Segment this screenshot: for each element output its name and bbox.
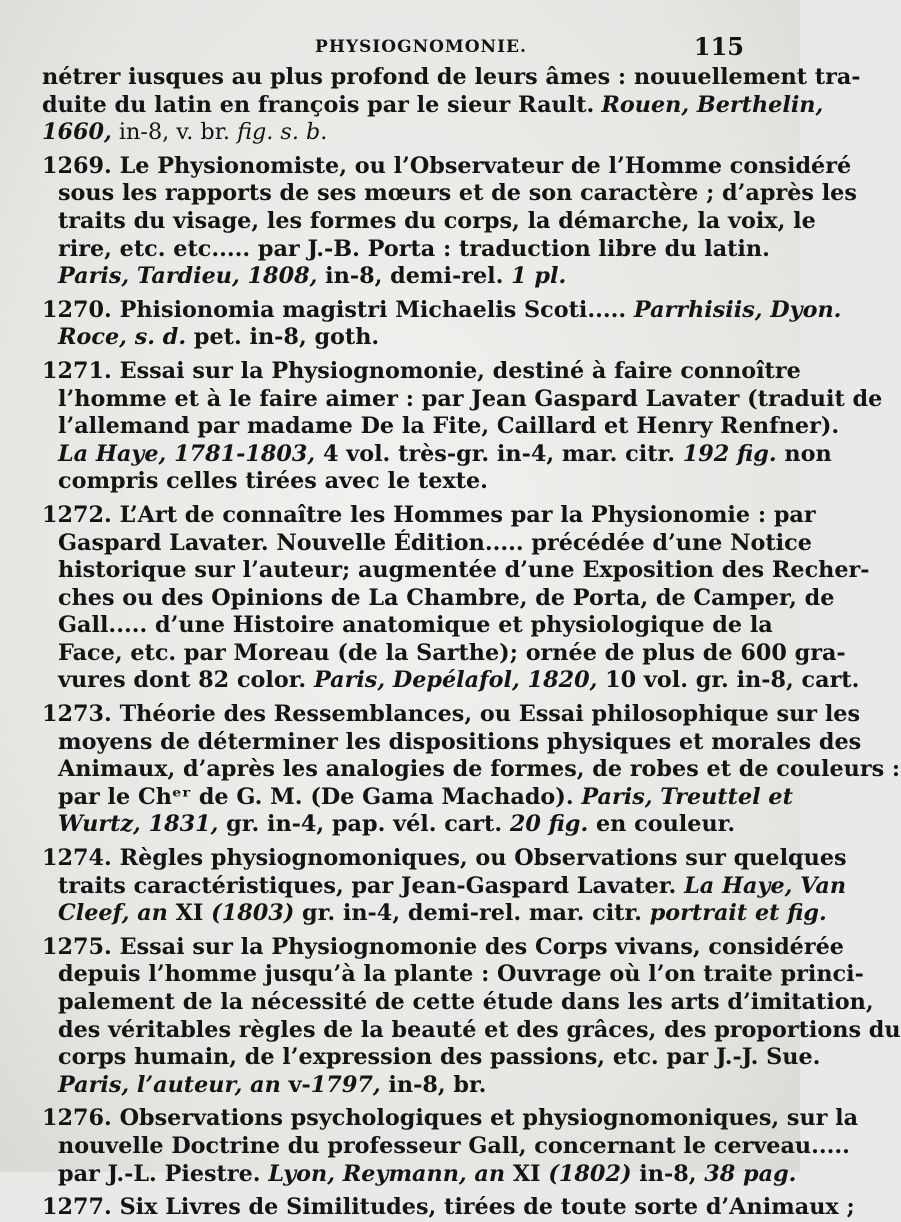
text-line: Paris, l’auteur, an v-1797, in-8, br. [58, 1071, 487, 1098]
text-line: 1273. Théorie des Ressemblances, ou Essai philosophique sur les [42, 701, 861, 728]
text-line: 1276. Observations psychologiques et physiognomoniques, sur la [42, 1105, 859, 1132]
text-line: depuis l’homme jusqu’à la plante : Ouvrage où l’on traite princi- [58, 961, 864, 988]
text-line: 1660, in-8, v. br. fig. s. b. [42, 119, 328, 146]
entry-1272 [42, 501, 870, 695]
text-line: l’homme et à le faire aimer : par Jean Gaspard Lavater (traduit de [58, 385, 883, 412]
page-header [42, 30, 744, 64]
text-line: Face, etc. par Moreau (de la Sarthe); ornée de plus de 600 gra- [58, 639, 846, 666]
text-line: Animaux, d’après les analogies de formes, de robes et de couleurs : [58, 756, 901, 783]
text-line: Roce, s. d. pet. in-8, goth. [58, 324, 380, 351]
text-line: nouvelle Doctrine du professeur Gall, concernant le cerveau..... [58, 1132, 850, 1159]
entry-1271 [42, 357, 883, 496]
text-line: traits caractéristiques, par Jean-Gaspard Lavater. La Haye, Van [58, 872, 847, 899]
entry-1269 [42, 152, 857, 291]
text-line: par J.-L. Piestre. Lyon, Reymann, an XI (1802) in-8, 38 pag. [58, 1160, 797, 1187]
text-line: traits du visage, les formes du corps, la démarche, la voix, le [58, 207, 816, 234]
text-line: La Haye, 1781-1803, 4 vol. très-gr. in-4, mar. citr. 192 fig. non [58, 440, 832, 467]
text-line: compris celles tirées avec le texte. [58, 468, 488, 495]
text-line: 1274. Règles physiognomoniques, ou Observations sur quelques [42, 845, 847, 872]
text-line: Paris, Tardieu, 1808, in-8, demi-rel. 1 pl. [58, 263, 567, 290]
entry-1273 [42, 701, 901, 839]
entry-1275 [42, 933, 901, 1100]
running-title: PHYSIOGNOMONIE. [315, 37, 527, 57]
text-line: corps humain, de l’expression des passions, etc. par J.-J. Sue. [58, 1044, 821, 1071]
text-line: moyens de déterminer les dispositions physiques et morales des [58, 728, 862, 755]
text-line: Wurtz, 1831, gr. in-4, pap. vél. cart. 20 fig. en couleur. [58, 811, 736, 838]
text-line: 1275. Essai sur la Physiognomonie des Corps vivans, considérée [42, 933, 844, 960]
text-line: palement de la nécessité de cette étude dans les arts d’imitation, [58, 989, 874, 1015]
text-line: Cleef, an XI (1803) gr. in-4, demi-rel. mar. citr. portrait et fig. [58, 900, 827, 927]
text-line: des véritables règles de la beauté et des grâces, des proportions du [58, 1016, 901, 1043]
text-line: 1270. Phisionomia magistri Michaelis Scoti..... Parrhisiis, Dyon. [42, 296, 842, 323]
entry-1276 [42, 1105, 859, 1188]
text-line: historique sur l’auteur; augmentée d’une Exposition des Recher- [58, 557, 870, 584]
page-body [42, 64, 901, 1222]
entry-continued [42, 64, 861, 147]
text-line: 1271. Essai sur la Physiognomonie, destiné à faire connoître [42, 357, 801, 384]
page-number: 115 [693, 32, 744, 61]
text-line: par le Chᵉʳ de G. M. (De Gama Machado). Paris, Treuttel et [58, 783, 793, 810]
text-line: Gaspard Lavater. Nouvelle Édition..... précédée d’une Notice [58, 529, 812, 556]
entry-1270 [42, 296, 842, 352]
text-line: sous les rapports de ses mœurs et de son caractère ; d’après les [58, 180, 857, 207]
text-line: 1277. Six Livres de Similitudes, tirées de toute sorte d’Animaux ; [42, 1194, 855, 1221]
text-line: 1269. Le Physionomiste, ou l’Observateur de l’Homme considéré [42, 152, 852, 179]
text-line: rire, etc. etc..... par J.-B. Porta : traduction libre du latin. [58, 235, 770, 262]
text-line: vures dont 82 color. Paris, Depélafol, 1820, 10 vol. gr. in-8, cart. [58, 667, 860, 694]
text-line: duite du latin en françois par le sieur Rault. Rouen, Berthelin, [42, 91, 824, 118]
text-line: l’allemand par madame De la Fite, Caillard et Henry Renfner). [58, 413, 840, 440]
text-line: nétrer iusques au plus profond de leurs âmes : nouuellement tra- [42, 64, 861, 90]
text-line: Gall..... d’une Histoire anatomique et physiologique de la [58, 612, 773, 639]
text-line: ches ou des Opinions de La Chambre, de Porta, de Camper, de [58, 584, 835, 611]
entry-1274 [42, 845, 847, 928]
entry-1277 [42, 1194, 855, 1222]
text-line: 1272. L’Art de connaître les Hommes par la Physionomie : par [42, 501, 816, 528]
